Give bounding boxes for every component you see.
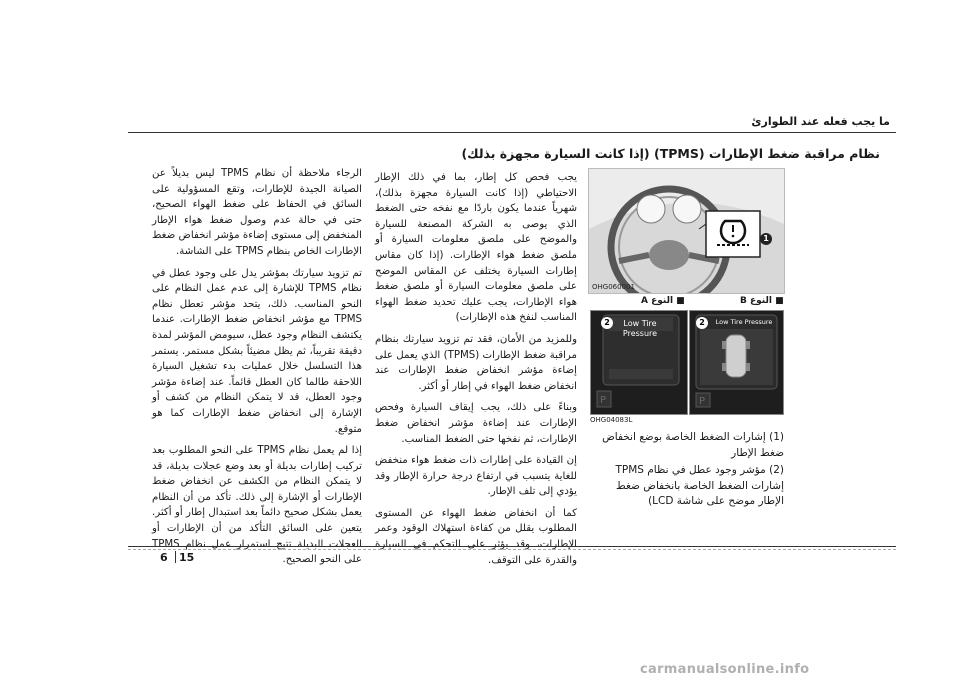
paragraph: إذا لم يعمل نظام TPMS على النحو المطلوب بعد تركيب إطارات بديلة أو بعد وضع عجلات بديلة، قد لا يتمكن النظام من الكشف عن انخفاض ضغط الإطارات أو الإشارة إلى ذلك. تأكد من أن النظام يعمل بشكل صحيح دائماً بعد استبدال إطار أو أكثر. يتعين على السائق التأكد من أن الإطارات أو العجلات البديلة تتيح استمرار عمل نظام TPMS على النحو الصحيح. xyxy=(152,445,362,566)
figure-code: OHG060001 xyxy=(592,283,635,291)
note-1: (1) إشارات الضغط الخاصة بوضع انخفاض ضغط الإطار xyxy=(602,431,784,459)
paragraph: يجب فحص كل إطار، بما في ذلك الإطار الاحتياطي (إذا كانت السيارة مجهزة بذلك)، شهرياً عندما يكون باردًا مع نفخه حتى الضغط الذي يوصى به الشركة المصنعة للسيارة والموضح على ملصق معلومات السيارة أو ملصق ضغط هواء الإطارات. (إذا كان مقاس إطارات السيارة يختلف عن المقاس الموضح على ملصق معلومات السيارة أو ملصق ضغط هواء الإطارات، يجب عليك تحديد ضغط الهواء المناسب لنفخ هذه الإطارات) xyxy=(375,172,577,324)
section-title: نظام مراقبة ضغط الإطارات (TPMS) (إذا كانت السيارة مجهزة بذلك) xyxy=(461,146,880,161)
watermark: carmanualsonline.info xyxy=(640,662,810,677)
paragraph: كما أن انخفاض ضغط الهواء عن المستوى المطلوب يقلل من كفاءة استهلاك الوقود وعمر الإطارات، وقد يؤثر على التحكم في السيارة والقدرة على التوقف. xyxy=(375,507,577,566)
paragraph: إن القيادة على إطارات ذات ضغط هواء منخفض للغاية يتسبب في ارتفاع درجة حرارة الإطار وقد يؤدي إلى تلف الإطار. xyxy=(375,455,577,498)
page-number: 15 xyxy=(179,551,195,564)
cluster-panel-type-b xyxy=(689,310,784,415)
paragraph: تم تزويد سيارتك بمؤشر يدل على وجود عطل في نظام TPMS للإشارة إلى عدم عمل النظام على النحو المناسب. ذلك، يتحد مؤشر تعطل نظام TPMS مع مؤشر انخفاض ضغط الإطارات. عندما يكتشف النظام وجود عطل، سيومض المؤشر لمدة دقيقة تقريباً، ثم يظل مضيئاً بشكل مستمر. يستمر هذا التسلسل خلال عمليات بدء تشغيل السيارة اللاحقة طالما كان العطل قائماً. عند إضاءة مؤشر وجود العطل، قد لا يتمكن النظام من كشف أو الإشارة إلى انخفاض ضغط الإطارات كما هو متوقع. xyxy=(152,267,362,435)
svg-text:P: P xyxy=(699,396,706,407)
steering-wheel-figure xyxy=(588,168,785,294)
chapter-number: 6 xyxy=(160,551,168,564)
paragraph: الرجاء ملاحظة أن نظام TPMS ليس بديلاً عن الصيانة الجيدة للإطارات، وتقع المسؤولية على السائق في الحفاظ على ضغط الهواء الصحيح، حتى في حالة عدم وصول ضغط هواء الإطار المنخفض إلى مستوى إضاءة مؤشر انخفاض ضغط الإطارات الخاص بنظام TPMS على الشاشة. xyxy=(152,168,362,257)
footer-dashed-rule xyxy=(128,549,896,550)
note-2: (2) مؤشر وجود عطل في نظام TPMS إشارات الضغط الخاصة بانخفاض ضغط الإطار موضح على شاشة LCD) xyxy=(615,464,784,507)
low-tire-pressure-message: Low Tire Pressure xyxy=(622,319,658,338)
type-a-label: ■ النوع A xyxy=(641,296,685,306)
paragraph: وبناءً على ذلك، يجب إيقاف السيارة وفحص الإطارات عند إضاءة مؤشر انخفاض ضغط الإطارات، ثم نفخها حتى الضغط المناسب. xyxy=(375,402,577,445)
svg-text:P: P xyxy=(600,395,607,406)
body-column-middle xyxy=(375,170,577,574)
cluster-panel-type-a xyxy=(590,310,688,415)
footer-rule xyxy=(128,546,896,547)
callout-marker: 1 xyxy=(760,233,772,245)
paragraph: وللمزيد من الأمان، فقد تم تزويد سيارتك بنظام مراقبة ضغط الإطارات (TPMS) الذي يعمل على إضاءة مؤشر انخفاض ضغط الإطارات عند انخفاض ضغط الهواء في إطار أو أكثر. xyxy=(375,333,577,392)
header-rule xyxy=(128,132,896,133)
header-title: ما يجب فعله عند الطوارئ xyxy=(751,115,890,128)
page-divider xyxy=(175,551,176,563)
figure-code: OHG04083L xyxy=(590,416,633,424)
callout-marker: 2 xyxy=(696,317,708,329)
body-column-left xyxy=(152,166,362,574)
callout-marker: 2 xyxy=(601,317,613,329)
low-tire-pressure-message: Low Tire Pressure xyxy=(715,318,773,326)
steering-wheel-illustration xyxy=(589,169,784,293)
type-b-label: ■ النوع B xyxy=(740,296,784,306)
figure-notes xyxy=(588,430,784,512)
